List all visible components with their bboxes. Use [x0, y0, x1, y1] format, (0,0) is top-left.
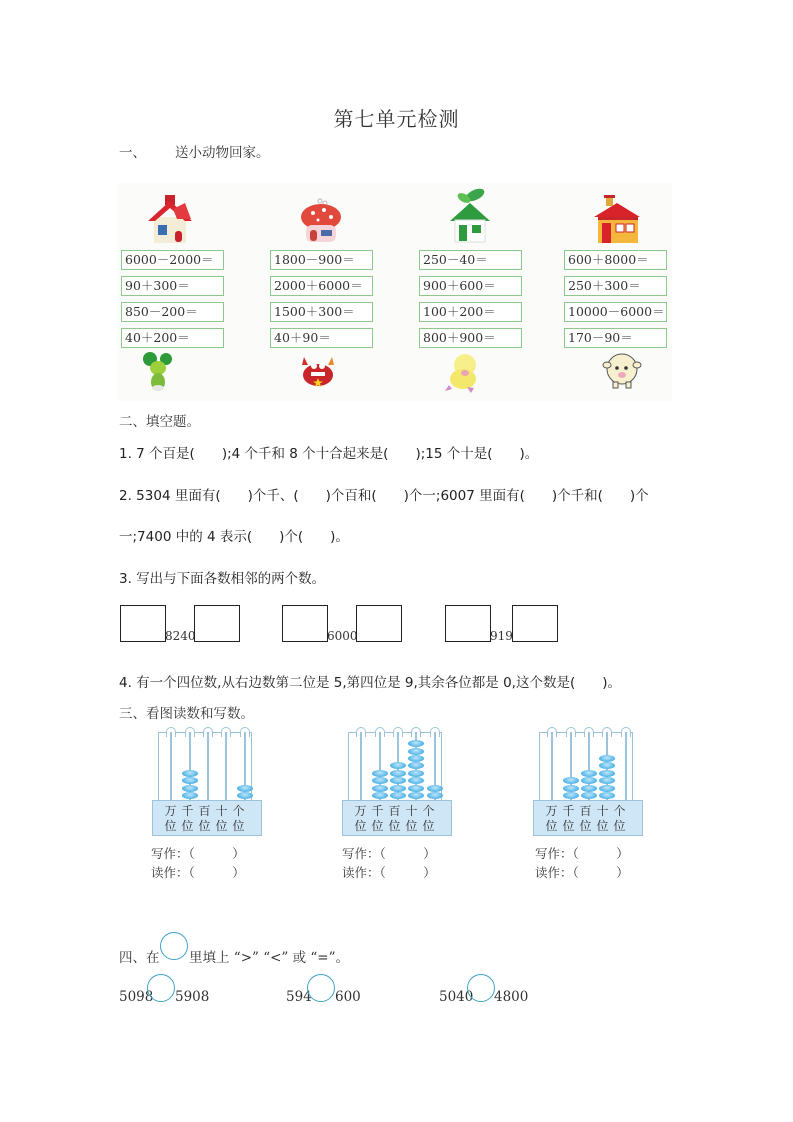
equation-3-3: 100＋200＝ [419, 302, 522, 322]
question-3: 3. 写出与下面各数相邻的两个数。 [119, 571, 326, 587]
abacus-bead [599, 785, 615, 792]
place-labels-bottom: 位位位位位 [354, 819, 440, 833]
abacus-rod [170, 732, 172, 800]
page-title: 第七单元检测 [333, 107, 460, 131]
section4-heading-pre: 四、在 [119, 950, 160, 966]
abacus-bead [372, 792, 388, 799]
red-brick-house-icon [592, 193, 642, 245]
green-leaf-house-icon [447, 187, 493, 245]
equation-1-3: 850－200＝ [121, 302, 224, 322]
answer-box-8240-after[interactable] [194, 605, 240, 642]
section3-heading: 三、看图读数和写数。 [119, 706, 254, 722]
equation-3-2: 900＋600＝ [419, 276, 522, 296]
answer-box-919-before[interactable] [445, 605, 491, 642]
equation-1-1: 6000－2000＝ [121, 250, 224, 270]
abacus-rod [360, 732, 362, 800]
abacus-rod [207, 732, 209, 800]
place-labels-top: 万千百十个 [545, 804, 631, 818]
red-roof-cottage-icon [145, 193, 195, 245]
compare-1-left: 5098 [119, 989, 154, 1005]
abacus-bead [182, 792, 198, 799]
abacus-bead [182, 785, 198, 792]
green-mouse-icon [143, 351, 173, 393]
equation-2-4: 40＋90＝ [270, 328, 373, 348]
question-2-line2: 一;7400 中的 4 表示( )个( )。 [119, 529, 349, 545]
abacus-bead [237, 792, 253, 799]
equation-4-2: 250＋300＝ [564, 276, 667, 296]
abacus-bead [390, 770, 406, 777]
compare-1-circle[interactable] [147, 974, 175, 1002]
abacus-2 [342, 728, 452, 838]
abacus-place-labels [533, 800, 643, 836]
abacus-rod [551, 732, 553, 800]
abacus-bead [390, 785, 406, 792]
compare-2-circle[interactable] [307, 974, 335, 1002]
place-labels-bottom: 位位位位位 [545, 819, 631, 833]
abacus-bead [563, 785, 579, 792]
equation-4-1: 600＋8000＝ [564, 250, 667, 270]
section1-number: 一、 [119, 145, 146, 161]
abacus-1 [152, 728, 262, 838]
number-919: 919 [490, 629, 513, 643]
compare-3-right: 4800 [494, 989, 529, 1005]
abacus-place-labels [152, 800, 262, 836]
sheep-icon [602, 351, 642, 391]
abacus-bead [599, 755, 615, 762]
abacus-bead [182, 770, 198, 777]
abacus-bead [408, 748, 424, 755]
abacus-rod [625, 732, 627, 800]
abacus-1-read-label: 读作：（ ） [151, 865, 245, 880]
equation-1-2: 90＋300＝ [121, 276, 224, 296]
abacus-1-write-label: 写作：（ ） [151, 846, 245, 861]
equation-1-4: 40＋200＝ [121, 328, 224, 348]
equation-2-1: 1800－900＝ [270, 250, 373, 270]
equation-3-4: 800＋900＝ [419, 328, 522, 348]
compare-2-right: 600 [335, 989, 361, 1005]
place-labels-top: 万千百十个 [164, 804, 250, 818]
red-crab-icon [298, 353, 338, 391]
equation-4-4: 170－90＝ [564, 328, 667, 348]
abacus-place-labels [342, 800, 452, 836]
abacus-bead [581, 792, 597, 799]
compare-3-left: 5040 [439, 989, 474, 1005]
yellow-duck-icon [443, 351, 483, 393]
question-2-line1: 2. 5304 里面有( )个千、( )个百和( )个一;6007 里面有( )个千和( )个 [119, 488, 649, 504]
question-1: 1. 7 个百是( );4 个千和 8 个十合起来是( );15 个十是( )。 [119, 446, 539, 462]
compare-3-circle[interactable] [467, 974, 495, 1002]
abacus-bead [390, 792, 406, 799]
mushroom-house-icon [298, 197, 344, 245]
abacus-bead [408, 770, 424, 777]
abacus-bead [408, 785, 424, 792]
place-labels-top: 万千百十个 [354, 804, 440, 818]
abacus-bead [408, 755, 424, 762]
section2-heading: 二、填空题。 [119, 414, 200, 430]
abacus-bead [581, 785, 597, 792]
equation-3-1: 250－40＝ [419, 250, 522, 270]
example-circle [160, 932, 188, 960]
question-4: 4. 有一个四位数,从右边数第二位是 5,第四位是 9,其余各位都是 0,这个数是( )。 [119, 675, 622, 691]
abacus-bead [563, 792, 579, 799]
abacus-3 [533, 728, 643, 838]
answer-box-6000-before[interactable] [282, 605, 328, 642]
equation-2-2: 2000＋6000＝ [270, 276, 373, 296]
number-8240: 8240 [165, 629, 196, 643]
section4-heading-post: 里填上 “>” “<” 或 “=”。 [189, 950, 350, 966]
abacus-bead [372, 770, 388, 777]
abacus-bead [372, 785, 388, 792]
section1-heading: 送小动物回家。 [175, 145, 270, 161]
abacus-bead [427, 792, 443, 799]
abacus-3-read-label: 读作：（ ） [535, 865, 629, 880]
abacus-bead [237, 785, 253, 792]
number-6000: 6000 [327, 629, 358, 643]
abacus-bead [408, 792, 424, 799]
animal-home-picture [117, 183, 672, 401]
abacus-2-write-label: 写作：（ ） [342, 846, 436, 861]
answer-box-8240-before[interactable] [120, 605, 166, 642]
abacus-bead [599, 792, 615, 799]
abacus-bead [581, 770, 597, 777]
abacus-bead [599, 770, 615, 777]
abacus-bead [427, 785, 443, 792]
abacus-rod [225, 732, 227, 800]
abacus-3-write-label: 写作：（ ） [535, 846, 629, 861]
answer-box-919-after[interactable] [512, 605, 558, 642]
compare-2-left: 594 [286, 989, 312, 1005]
answer-box-6000-after[interactable] [356, 605, 402, 642]
equation-2-3: 1500＋300＝ [270, 302, 373, 322]
equation-4-3: 10000－6000＝ [564, 302, 667, 322]
compare-1-right: 5908 [175, 989, 210, 1005]
place-labels-bottom: 位位位位位 [164, 819, 250, 833]
abacus-2-read-label: 读作：（ ） [342, 865, 436, 880]
